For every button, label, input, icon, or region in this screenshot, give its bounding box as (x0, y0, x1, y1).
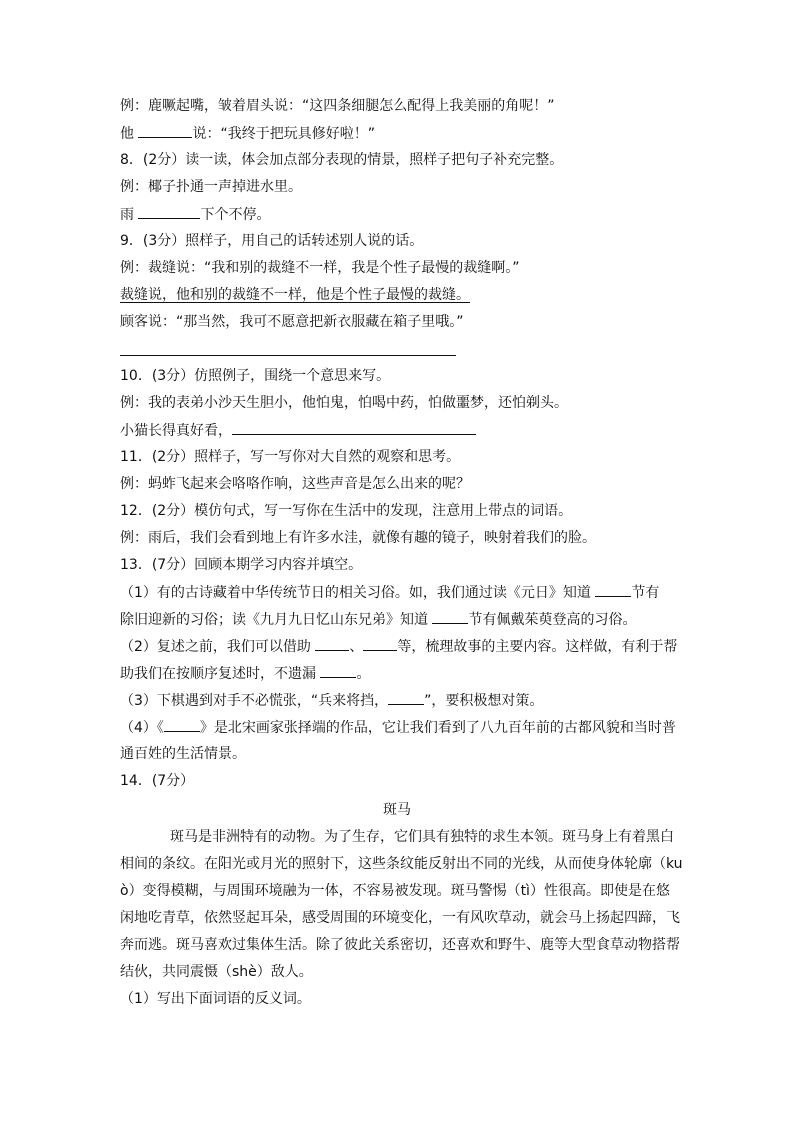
text: （3）下棋遇到对手不必慌张，“兵来将挡， (120, 693, 389, 709)
fill-sentence (120, 420, 476, 441)
answer-blank[interactable] (388, 690, 424, 705)
passage-title: 斑马 (383, 802, 411, 818)
fill-sentence (120, 663, 370, 684)
passage-line: 奔而逃。斑马喜欢过集体生活。除了彼此关系密切，还喜欢和野牛、鹿等大型食草动物搭帮 (120, 937, 680, 953)
passage-line: 闲地吃青草，依然竖起耳朵，感受周围的环境变化，一有风吹草动，就会马上扬起四蹄，飞 (120, 910, 680, 926)
text: 》是北宋画家张择端的作品，它让我们看到了八九百年前的古都风貌和当时普 (199, 720, 676, 736)
prompt-sentence: 顾客说：“那当然，我可不愿意把新衣服藏在箱子里哦。” (120, 314, 464, 330)
answer-line[interactable] (120, 355, 456, 356)
fill-sentence (120, 717, 676, 738)
text: 。 (356, 666, 371, 682)
answer-blank[interactable] (432, 609, 468, 624)
passage-line: 结伙，共同震慑（shè）敌人。 (120, 964, 313, 980)
fill-sentence (120, 609, 636, 630)
example-sentence: 例：鹿噘起嘴，皱着眉头说：“这四条细腿怎么配得上我美丽的角呢！” (120, 98, 555, 114)
example-sentence: 例：我的表弟小沙天生胆小，他怕鬼，怕喝中药，怕做噩梦，还怕剃头。 (120, 395, 568, 411)
answer-blank[interactable] (320, 663, 356, 678)
text: （2）复述之前，我们可以借助 (120, 639, 316, 655)
text: （4）《 (120, 720, 164, 736)
example-answer: 裁缝说，他和别的裁缝不一样，他是个性子最慢的裁缝。 (120, 287, 470, 303)
question-9: 9．(3分）照样子，用自己的话转述别人说的话。 (120, 233, 424, 249)
answer-blank[interactable] (232, 420, 476, 435)
text: 雨 (120, 207, 139, 223)
passage-line: ò）变得模糊，与周围环境融为一体，不容易被发现。斑马警惕（tì）性很高。即使是在悠 (120, 883, 670, 899)
fill-sentence (120, 582, 659, 603)
text: 说：“我终于把玩具修好啦！” (192, 126, 375, 142)
answer-blank[interactable] (164, 717, 200, 732)
text: 助我们在按顺序复述时，不遗漏 (120, 666, 321, 682)
example-sentence: 例：裁缝说：“我和别的裁缝不一样，我是个性子最慢的裁缝啊。” (120, 260, 520, 276)
text: 小猫长得真好看， (120, 423, 232, 439)
answer-blank[interactable] (315, 636, 349, 651)
text: 、 (349, 639, 364, 655)
answer-blank[interactable] (595, 582, 631, 597)
text: 下个不停。 (200, 207, 271, 223)
answer-blank[interactable] (138, 123, 192, 138)
question-8: 8．(2分）读一读，体会加点部分表现的情景，照样子把句子补充完整。 (120, 152, 564, 168)
text: ”，要积极想对策。 (424, 693, 544, 709)
text: 等，梳理故事的主要内容。这样做，有利于帮 (397, 639, 678, 655)
continuation-line: 通百姓的生活情景。 (120, 746, 246, 762)
fill-sentence (120, 123, 375, 144)
question-12: 12．(2分）模仿句式，写一写你在生活中的发现，注意用上带点的词语。 (120, 503, 573, 519)
text: 节有 (631, 585, 660, 601)
text: 他 (120, 126, 139, 142)
answer-blank[interactable] (363, 636, 397, 651)
question-10: 10．(3分）仿照例子，围绕一个意思来写。 (120, 368, 391, 384)
text: 除旧迎新的习俗；读《九月九日忆山东兄弟》知道 (120, 612, 433, 628)
fill-sentence (120, 636, 677, 657)
example-sentence: 例：椰子扑通一声掉进水里。 (120, 179, 302, 195)
sub-question: （1）写出下面词语的反义词。 (120, 991, 311, 1007)
answer-blank[interactable] (138, 204, 200, 219)
text: （1）有的古诗藏着中华传统节日的相关习俗。如，我们通过读《元日》知道 (120, 585, 596, 601)
example-sentence: 例：雨后，我们会看到地上有许多水洼，就像有趣的镜子，映射着我们的脸。 (120, 530, 596, 546)
passage-line: 相间的条纹。在阳光或月光的照射下，这些条纹能反射出不同的光线，从而使身体轮廓（ku (120, 856, 683, 872)
question-14: 14．(7分） (120, 773, 195, 789)
question-13: 13．(7分）回顾本期学习内容并填空。 (120, 557, 363, 573)
passage-line: 斑马是非洲特有的动物。为了生存，它们具有独特的求生本领。斑马身上有着黑白 (170, 829, 674, 845)
example-sentence: 例：蚂蚱飞起来会咯咯作响，这些声音是怎么出来的呢？ (120, 476, 470, 492)
question-11: 11．(2分）照样子，写一写你对大自然的观察和思考。 (120, 449, 461, 465)
text: 节有佩戴茱萸登高的习俗。 (468, 612, 637, 628)
fill-sentence (120, 690, 543, 711)
fill-sentence (120, 204, 270, 225)
